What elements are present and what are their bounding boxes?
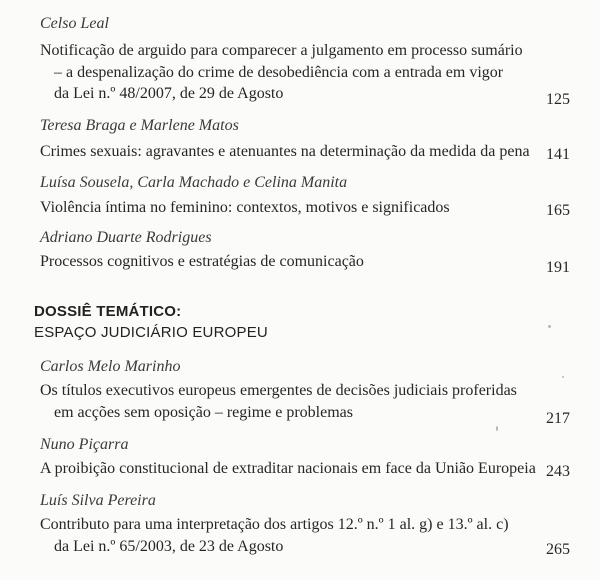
scan-speck [562, 376, 564, 378]
entry-title-line: em acções sem oposição – regime e problemas [54, 404, 353, 421]
entry-title-line: Notificação de arguido para comparecer a julgamento em processo sumário [40, 42, 523, 59]
entry-title-line: Os títulos executivos europeus emergentes de decisões judiciais proferidas [40, 382, 517, 399]
entry-author: Luísa Sousela, Carla Machado e Celina Manita [40, 174, 348, 191]
entry-page-number: 141 [546, 146, 570, 163]
scan-speck [548, 325, 551, 328]
entry-title-line: Processos cognitivos e estratégias de comunicação [40, 253, 364, 270]
entry-author: Adriano Duarte Rodrigues [40, 229, 212, 246]
entry-author: Teresa Braga e Marlene Matos [40, 117, 239, 134]
entry-page-number: 243 [546, 463, 570, 480]
entry-title-line: da Lei n.º 48/2007, de 29 de Agosto [54, 85, 284, 102]
entry-page-number: 217 [546, 410, 570, 427]
entry-author: Nuno Piçarra [40, 436, 129, 453]
entry-page-number: 191 [546, 259, 570, 276]
scan-speck [496, 426, 498, 431]
entry-page-number: 165 [546, 202, 570, 219]
entry-page-number: 125 [546, 91, 570, 108]
entry-page-number: 265 [546, 541, 570, 558]
entry-title-line: – a despenalização do crime de desobediência com a entrada em vigor [54, 64, 504, 81]
entry-title-line: Contributo para uma interpretação dos artigos 12.º n.º 1 al. g) e 13.º al. c) [40, 516, 509, 533]
entry-author: Celso Leal [40, 15, 109, 32]
entry-title-line: da Lei n.º 65/2003, de 23 de Agosto [54, 538, 284, 555]
entry-title-line: Violência íntima no feminino: contextos, motivos e significados [40, 199, 450, 216]
entry-title-line: Crimes sexuais: agravantes e atenuantes na determinação da medida da pena [40, 143, 530, 160]
entry-title-line: A proibição constitucional de extraditar nacionais em face da União Europeia [40, 460, 536, 477]
section-title: DOSSIÊ TEMÁTICO: [34, 303, 182, 320]
entry-author: Carlos Melo Marinho [40, 358, 181, 375]
entry-author: Luís Silva Pereira [40, 492, 156, 509]
section-subtitle: ESPAÇO JUDICIÁRIO EUROPEU [34, 324, 268, 341]
